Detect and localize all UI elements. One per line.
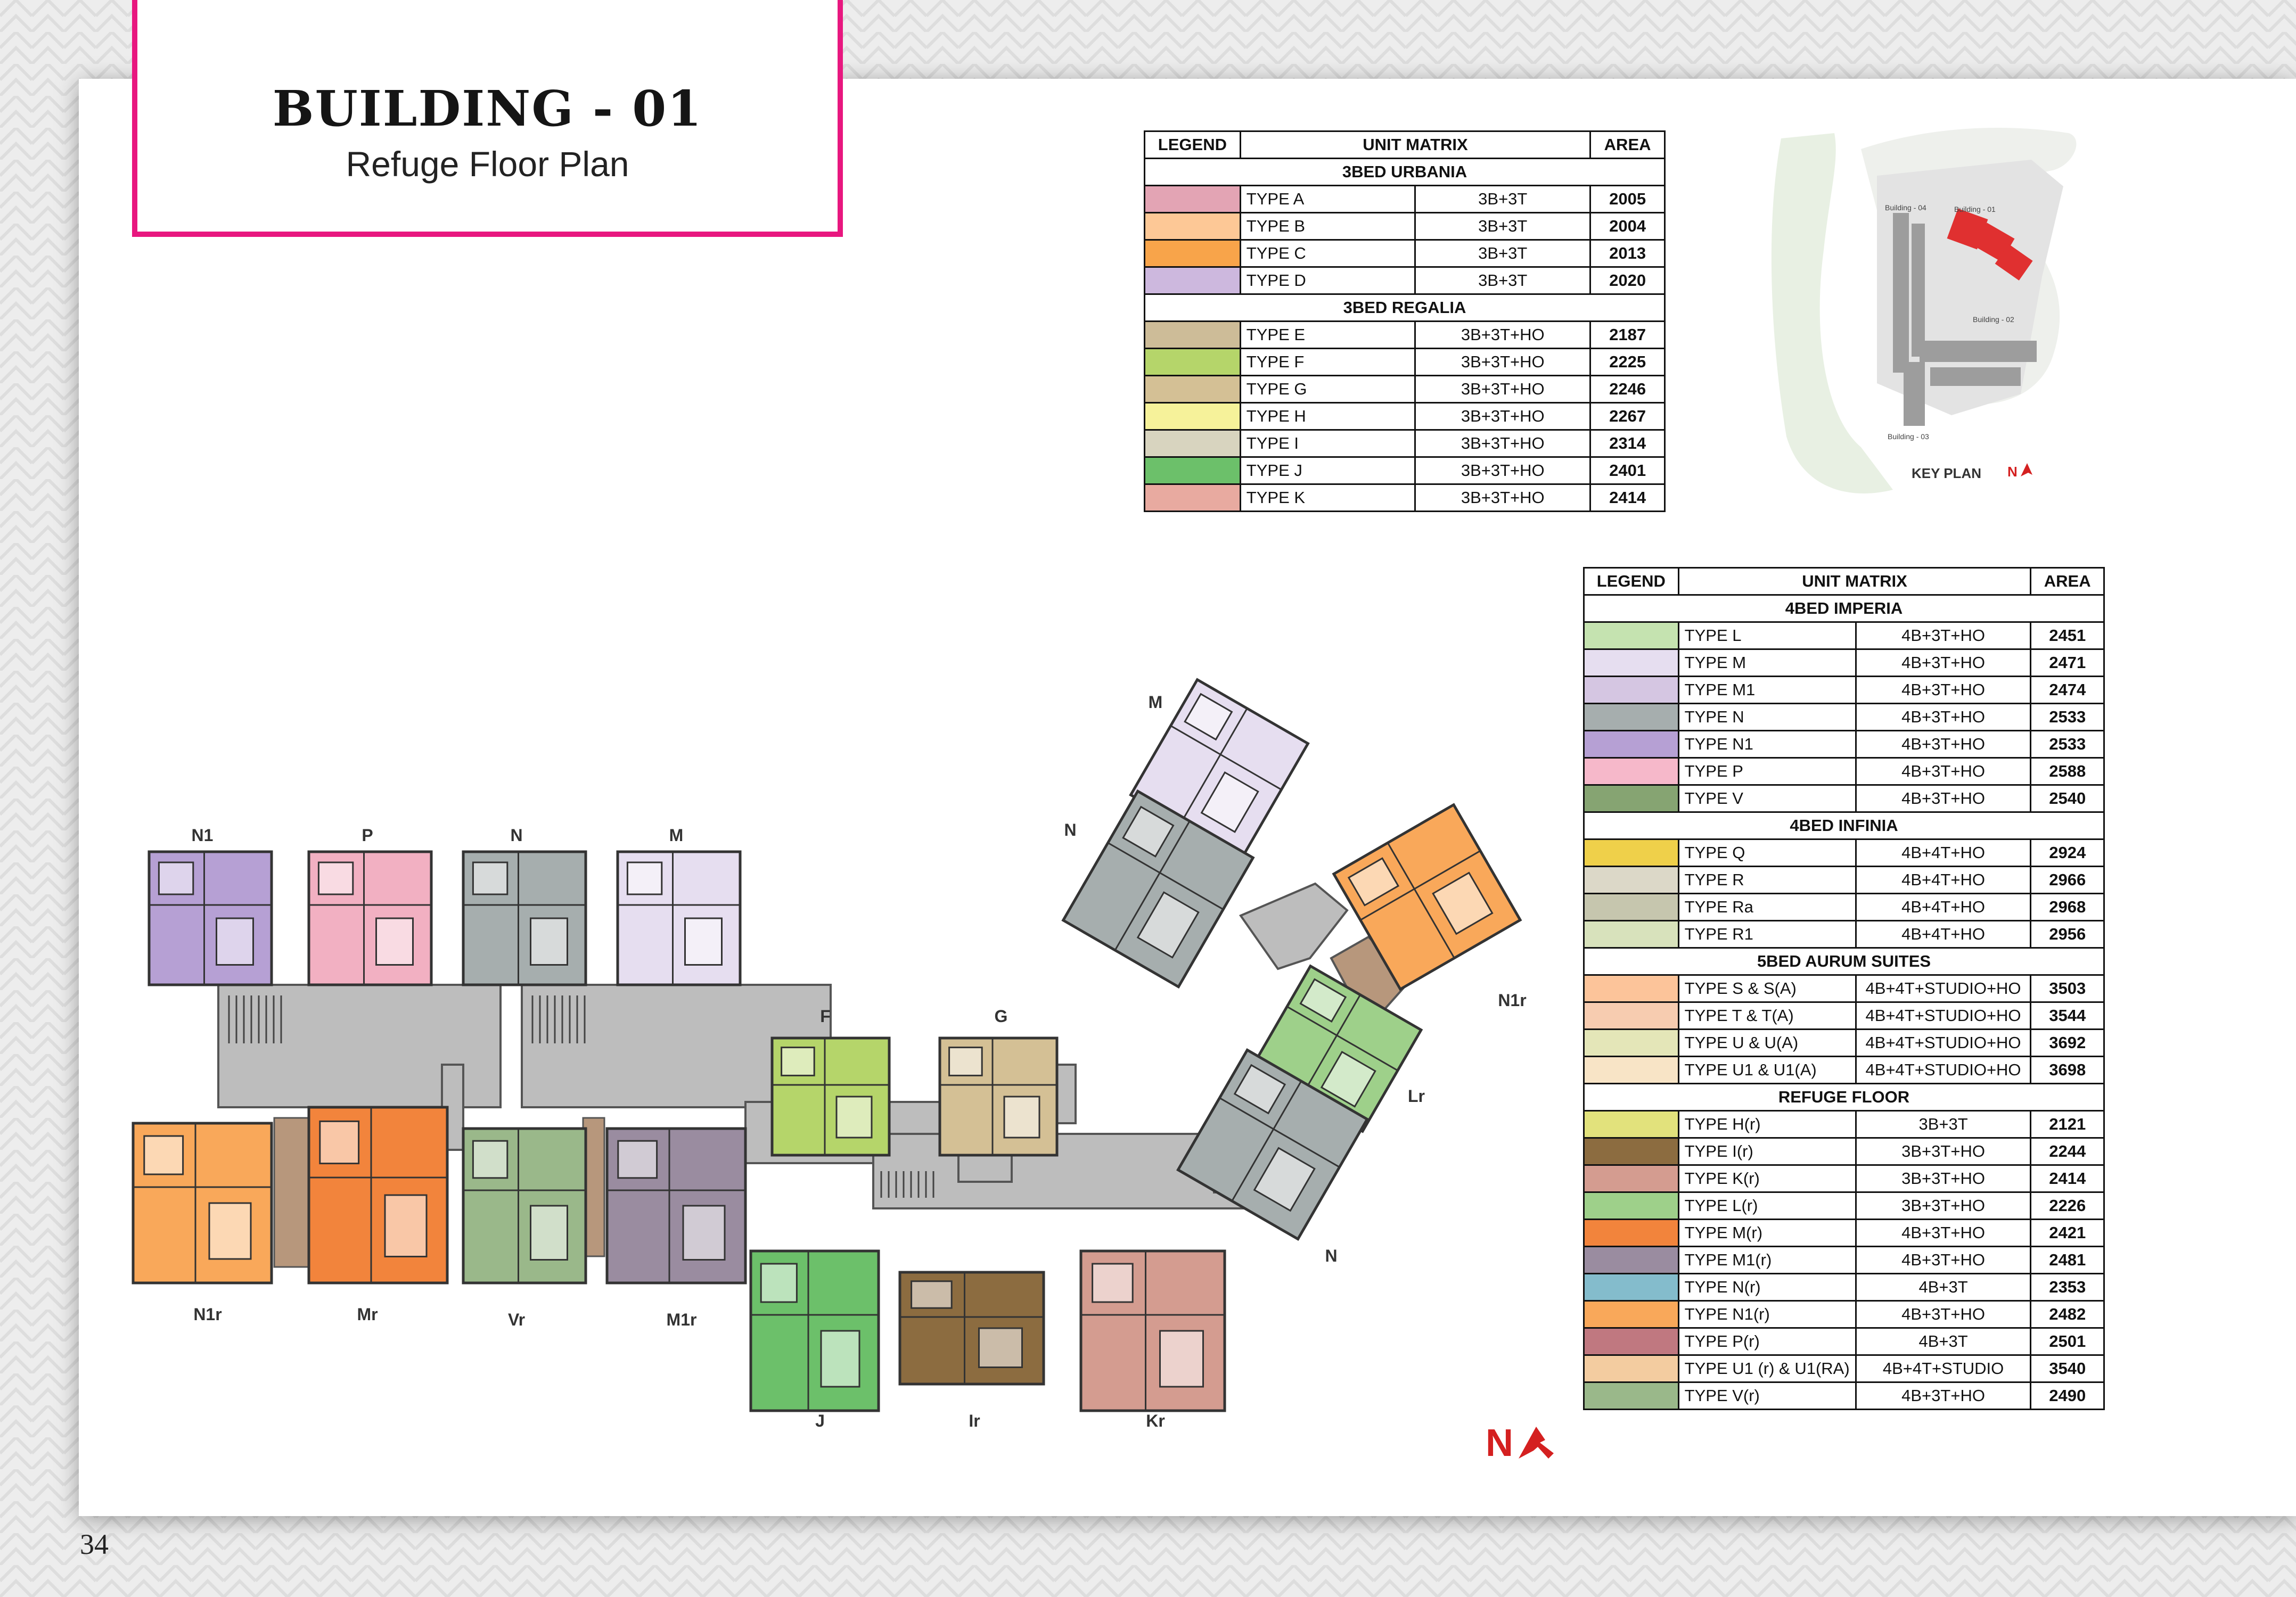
legend-header: LEGEND xyxy=(1584,568,1679,595)
unit-label: N xyxy=(1325,1246,1338,1265)
unit-matrix: 4B+4T+HO xyxy=(1856,867,2031,894)
unit-matrix: 4B+3T xyxy=(1856,1328,2031,1355)
unit-type: TYPE I(r) xyxy=(1678,1138,1856,1165)
unit-area: 2020 xyxy=(1590,267,1665,294)
legend-swatch xyxy=(1584,622,1679,649)
unit-type: TYPE F xyxy=(1240,349,1415,376)
table-row xyxy=(1584,1328,2104,1355)
unit-area: 2501 xyxy=(2031,1328,2104,1355)
table-row xyxy=(1584,1057,2104,1084)
unit-type: TYPE E xyxy=(1240,322,1415,349)
unit-area: 2353 xyxy=(2031,1274,2104,1301)
unit-matrix: 4B+3T+HO xyxy=(1856,677,2031,704)
unit-matrix: 4B+4T+STUDIO xyxy=(1856,1355,2031,1382)
unit-type: TYPE M xyxy=(1678,649,1856,677)
unit-type: TYPE P(r) xyxy=(1678,1328,1856,1355)
unit-type: TYPE B xyxy=(1240,213,1415,240)
section-title: REFUGE FLOOR xyxy=(1584,1084,2104,1111)
north-arrow-icon xyxy=(2021,463,2032,476)
unit-label: N xyxy=(1064,820,1077,839)
legend-swatch xyxy=(1145,267,1241,294)
page-number: 34 xyxy=(80,1528,109,1560)
unit-area: 2471 xyxy=(2031,649,2104,677)
unit-type: TYPE S & S(A) xyxy=(1678,975,1856,1002)
table-row xyxy=(1584,1192,2104,1220)
table-header-row xyxy=(1584,568,2104,595)
unit-type: TYPE C xyxy=(1240,240,1415,267)
unit-area: 2244 xyxy=(2031,1138,2104,1165)
unit-matrix: 3B+3T xyxy=(1415,240,1590,267)
table-row xyxy=(1584,1165,2104,1192)
legend-swatch xyxy=(1145,484,1241,512)
unit-label: Kr xyxy=(1146,1411,1165,1430)
legend-swatch xyxy=(1584,867,1679,894)
table-row xyxy=(1584,867,2104,894)
unit-block xyxy=(149,852,272,985)
unit-area: 2246 xyxy=(1590,376,1665,403)
unit-label: N1r xyxy=(193,1305,222,1324)
unit-area: 2121 xyxy=(2031,1111,2104,1138)
unit-matrix: 4B+3T+HO xyxy=(1856,704,2031,731)
legend-swatch xyxy=(1584,704,1679,731)
unit-area: 2004 xyxy=(1590,213,1665,240)
unit-area: 2540 xyxy=(2031,785,2104,812)
unit-type: TYPE Ra xyxy=(1678,894,1856,921)
unit-type: TYPE I xyxy=(1240,430,1415,457)
unit-matrix: 4B+3T+HO xyxy=(1856,1220,2031,1247)
unit-matrix: 4B+4T+HO xyxy=(1856,839,2031,867)
table-row xyxy=(1145,430,1665,457)
unit-matrix: 3B+3T xyxy=(1856,1111,2031,1138)
section-row xyxy=(1145,294,1665,322)
legend-swatch xyxy=(1584,1274,1679,1301)
unit-matrix-header: UNIT MATRIX xyxy=(1678,568,2031,595)
legend-swatch xyxy=(1145,430,1241,457)
table-row xyxy=(1145,267,1665,294)
unit-type: TYPE L(r) xyxy=(1678,1192,1856,1220)
unit-area: 2481 xyxy=(2031,1247,2104,1274)
table-row xyxy=(1584,1220,2104,1247)
unit-label: P xyxy=(362,826,373,845)
legend-swatch xyxy=(1584,1382,1679,1410)
unit-area: 2314 xyxy=(1590,430,1665,457)
unit-type: TYPE N xyxy=(1678,704,1856,731)
unit-type: TYPE N(r) xyxy=(1678,1274,1856,1301)
table-row xyxy=(1584,975,2104,1002)
unit-block xyxy=(463,852,586,985)
unit-type: TYPE M(r) xyxy=(1678,1220,1856,1247)
unit-matrix: 4B+3T+HO xyxy=(1856,1247,2031,1274)
unit-type: TYPE U & U(A) xyxy=(1678,1030,1856,1057)
unit-type: TYPE R1 xyxy=(1678,921,1856,948)
unit-block xyxy=(463,1129,586,1283)
key-plan-label: KEY PLAN xyxy=(1912,465,1981,481)
table-row xyxy=(1145,457,1665,484)
unit-matrix: 3B+3T xyxy=(1415,213,1590,240)
legend-swatch xyxy=(1584,1247,1679,1274)
north-indicator xyxy=(1486,1416,1571,1464)
section-title: 5BED AURUM SUITES xyxy=(1584,948,2104,975)
unit-type: TYPE H xyxy=(1240,403,1415,430)
unit-block xyxy=(772,1038,889,1155)
table-row xyxy=(1145,240,1665,267)
unit-area: 2474 xyxy=(2031,677,2104,704)
legend-swatch xyxy=(1584,1002,1679,1030)
legend-swatch xyxy=(1145,240,1241,267)
unit-block xyxy=(607,1129,745,1283)
table-row xyxy=(1584,1247,2104,1274)
legend-swatch xyxy=(1584,894,1679,921)
unit-area: 2187 xyxy=(1590,322,1665,349)
section-title: 3BED REGALIA xyxy=(1145,294,1665,322)
unit-type: TYPE M1(r) xyxy=(1678,1247,1856,1274)
unit-area: 2414 xyxy=(2031,1165,2104,1192)
unit-block xyxy=(900,1272,1044,1384)
unit-type: TYPE D xyxy=(1240,267,1415,294)
table-row xyxy=(1584,1355,2104,1382)
unit-type: TYPE L xyxy=(1678,622,1856,649)
legend-swatch xyxy=(1145,403,1241,430)
unit-block xyxy=(618,852,740,985)
key-plan-map xyxy=(1701,117,2117,532)
unit-matrix: 3B+3T+HO xyxy=(1415,430,1590,457)
unit-type: TYPE P xyxy=(1678,758,1856,785)
table-row xyxy=(1145,349,1665,376)
unit-area: 3544 xyxy=(2031,1002,2104,1030)
legend-swatch xyxy=(1584,758,1679,785)
unit-area: 2401 xyxy=(1590,457,1665,484)
unit-label: M xyxy=(669,826,684,845)
legend-swatch xyxy=(1145,186,1241,213)
key-plan-north-label: N xyxy=(2007,464,2018,480)
legend-swatch xyxy=(1584,921,1679,948)
legend-swatch xyxy=(1584,1355,1679,1382)
table-row xyxy=(1145,376,1665,403)
unit-matrix: 4B+4T+STUDIO+HO xyxy=(1856,1057,2031,1084)
unit-type: TYPE N1(r) xyxy=(1678,1301,1856,1328)
table-row xyxy=(1584,731,2104,758)
unit-matrix: 4B+4T+HO xyxy=(1856,894,2031,921)
legend-swatch xyxy=(1584,839,1679,867)
unit-type: TYPE J xyxy=(1240,457,1415,484)
legend-swatch xyxy=(1584,975,1679,1002)
section-row xyxy=(1584,812,2104,839)
unit-area: 2968 xyxy=(2031,894,2104,921)
table-row xyxy=(1584,1111,2104,1138)
table-row xyxy=(1584,1002,2104,1030)
unit-matrix: 4B+3T+HO xyxy=(1856,649,2031,677)
unit-area: 2421 xyxy=(2031,1220,2104,1247)
section-row xyxy=(1584,948,2104,975)
unit-label: N1 xyxy=(191,826,214,845)
page-subtitle: Refuge Floor Plan xyxy=(346,144,629,184)
refuge-floor-plan xyxy=(128,660,1571,1432)
unit-area: 3698 xyxy=(2031,1057,2104,1084)
title-box xyxy=(132,0,843,237)
table-row xyxy=(1584,1301,2104,1328)
legend-swatch xyxy=(1584,677,1679,704)
legend-swatch xyxy=(1584,1192,1679,1220)
unit-label: N xyxy=(510,826,523,845)
legend-swatch xyxy=(1145,322,1241,349)
unit-block xyxy=(940,1038,1057,1155)
table-row xyxy=(1584,839,2104,867)
unit-label: J xyxy=(815,1411,825,1430)
unit-block xyxy=(133,1123,272,1283)
unit-type: TYPE T & T(A) xyxy=(1678,1002,1856,1030)
unit-type: TYPE U1 & U1(A) xyxy=(1678,1057,1856,1084)
unit-matrix: 3B+3T xyxy=(1415,267,1590,294)
legend-swatch xyxy=(1584,1165,1679,1192)
unit-matrix: 4B+3T+HO xyxy=(1856,1382,2031,1410)
table-row xyxy=(1584,704,2104,731)
unit-matrix: 4B+3T+HO xyxy=(1856,758,2031,785)
unit-matrix: 3B+3T+HO xyxy=(1856,1165,2031,1192)
legend-swatch xyxy=(1584,1111,1679,1138)
legend-swatch xyxy=(1145,349,1241,376)
unit-type: TYPE H(r) xyxy=(1678,1111,1856,1138)
legend-swatch xyxy=(1584,1138,1679,1165)
table-row xyxy=(1145,484,1665,512)
table-row xyxy=(1584,1030,2104,1057)
unit-matrix: 4B+3T+HO xyxy=(1856,1301,2031,1328)
unit-matrix: 4B+4T+STUDIO+HO xyxy=(1856,975,2031,1002)
unit-type: TYPE G xyxy=(1240,376,1415,403)
unit-matrix: 3B+3T+HO xyxy=(1415,403,1590,430)
unit-block xyxy=(309,1107,447,1283)
legend-swatch xyxy=(1584,1030,1679,1057)
unit-area: 2490 xyxy=(2031,1382,2104,1410)
unit-area: 2451 xyxy=(2031,622,2104,649)
table-row xyxy=(1145,322,1665,349)
unit-area: 3692 xyxy=(2031,1030,2104,1057)
unit-type: TYPE M1 xyxy=(1678,677,1856,704)
table-row xyxy=(1584,921,2104,948)
table-row xyxy=(1584,622,2104,649)
unit-matrix: 3B+3T xyxy=(1415,186,1590,213)
area-header: AREA xyxy=(1590,131,1665,159)
section-row xyxy=(1584,595,2104,622)
unit-area: 2482 xyxy=(2031,1301,2104,1328)
unit-type: TYPE Q xyxy=(1678,839,1856,867)
table-row xyxy=(1584,1274,2104,1301)
unit-type: TYPE A xyxy=(1240,186,1415,213)
unit-area: 2013 xyxy=(1590,240,1665,267)
legend-swatch xyxy=(1584,649,1679,677)
unit-matrix-table-4bed xyxy=(1583,567,2105,1410)
key-plan-building-02: Building - 02 xyxy=(1973,315,2014,324)
unit-area: 2533 xyxy=(2031,704,2104,731)
unit-area: 3540 xyxy=(2031,1355,2104,1382)
unit-matrix-table-3bed xyxy=(1144,130,1666,512)
north-label: N xyxy=(1486,1422,1513,1464)
legend-swatch xyxy=(1145,376,1241,403)
unit-area: 2226 xyxy=(2031,1192,2104,1220)
unit-area: 2924 xyxy=(2031,839,2104,867)
unit-label: M xyxy=(1148,693,1163,712)
table-row xyxy=(1584,649,2104,677)
key-plan-building-03: Building - 03 xyxy=(1888,432,1929,441)
section-row xyxy=(1584,1084,2104,1111)
table-row xyxy=(1584,758,2104,785)
unit-type: TYPE U1 (r) & U1(RA) xyxy=(1678,1355,1856,1382)
unit-matrix: 3B+3T+HO xyxy=(1415,484,1590,512)
table-row xyxy=(1145,403,1665,430)
legend-swatch xyxy=(1584,785,1679,812)
unit-area: 2956 xyxy=(2031,921,2104,948)
section-row xyxy=(1145,159,1665,186)
table-header-row xyxy=(1145,131,1665,159)
unit-label: N1r xyxy=(1498,991,1527,1010)
section-title: 4BED INFINIA xyxy=(1584,812,2104,839)
legend-swatch xyxy=(1584,1301,1679,1328)
legend-swatch xyxy=(1584,1057,1679,1084)
unit-matrix: 3B+3T+HO xyxy=(1415,349,1590,376)
unit-type: TYPE K xyxy=(1240,484,1415,512)
legend-swatch xyxy=(1584,1220,1679,1247)
section-title: 3BED URBANIA xyxy=(1145,159,1665,186)
unit-area: 2005 xyxy=(1590,186,1665,213)
unit-matrix: 4B+3T+HO xyxy=(1856,785,2031,812)
unit-matrix: 3B+3T+HO xyxy=(1856,1192,2031,1220)
table-row xyxy=(1584,785,2104,812)
unit-matrix: 4B+3T xyxy=(1856,1274,2031,1301)
unit-area: 2225 xyxy=(1590,349,1665,376)
legend-swatch xyxy=(1145,213,1241,240)
section-title: 4BED IMPERIA xyxy=(1584,595,2104,622)
unit-matrix: 4B+4T+STUDIO+HO xyxy=(1856,1030,2031,1057)
unit-matrix: 4B+3T+HO xyxy=(1856,731,2031,758)
table-row xyxy=(1584,1382,2104,1410)
unit-area: 2588 xyxy=(2031,758,2104,785)
unit-area: 3503 xyxy=(2031,975,2104,1002)
unit-matrix: 4B+4T+STUDIO+HO xyxy=(1856,1002,2031,1030)
unit-block xyxy=(751,1251,879,1411)
key-plan-building-01: Building - 01 xyxy=(1954,205,1996,213)
table-row xyxy=(1145,213,1665,240)
unit-matrix: 3B+3T+HO xyxy=(1856,1138,2031,1165)
unit-type: TYPE V xyxy=(1678,785,1856,812)
unit-label: Ir xyxy=(969,1411,980,1430)
unit-block xyxy=(1081,1251,1225,1411)
page-title: BUILDING - 01 xyxy=(272,80,703,137)
unit-area: 2414 xyxy=(1590,484,1665,512)
unit-type: TYPE V(r) xyxy=(1678,1382,1856,1410)
key-plan-building-04: Building - 04 xyxy=(1885,203,1926,212)
unit-label: M1r xyxy=(666,1310,697,1329)
table-row xyxy=(1584,1138,2104,1165)
unit-matrix: 4B+4T+HO xyxy=(1856,921,2031,948)
table-row xyxy=(1584,894,2104,921)
legend-swatch xyxy=(1584,1328,1679,1355)
unit-label: Mr xyxy=(357,1305,378,1324)
unit-area: 2267 xyxy=(1590,403,1665,430)
unit-matrix: 3B+3T+HO xyxy=(1415,322,1590,349)
unit-block xyxy=(309,852,431,985)
unit-matrix: 4B+3T+HO xyxy=(1856,622,2031,649)
legend-swatch xyxy=(1145,457,1241,484)
unit-matrix: 3B+3T+HO xyxy=(1415,457,1590,484)
unit-type: TYPE K(r) xyxy=(1678,1165,1856,1192)
unit-area: 2966 xyxy=(2031,867,2104,894)
legend-swatch xyxy=(1584,731,1679,758)
unit-area: 2533 xyxy=(2031,731,2104,758)
table-row xyxy=(1145,186,1665,213)
unit-type: TYPE N1 xyxy=(1678,731,1856,758)
unit-label: Lr xyxy=(1408,1086,1425,1106)
unit-label: Vr xyxy=(507,1310,526,1329)
unit-matrix: 3B+3T+HO xyxy=(1415,376,1590,403)
table-row xyxy=(1584,677,2104,704)
area-header: AREA xyxy=(2031,568,2104,595)
legend-header: LEGEND xyxy=(1145,131,1241,159)
unit-label: F xyxy=(820,1007,831,1026)
unit-label: G xyxy=(994,1007,1008,1026)
unit-type: TYPE R xyxy=(1678,867,1856,894)
unit-matrix-header: UNIT MATRIX xyxy=(1240,131,1590,159)
north-arrow-icon xyxy=(1519,1427,1554,1459)
